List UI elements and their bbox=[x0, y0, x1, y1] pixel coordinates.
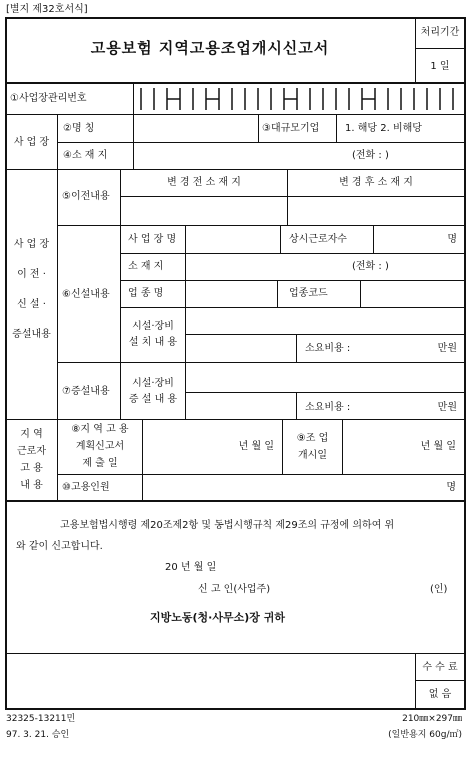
employer-phone-label[interactable]: (전화 : ) bbox=[352, 150, 389, 161]
fee-label: 수 수 료 bbox=[422, 662, 458, 673]
industry-name-field[interactable] bbox=[187, 281, 276, 306]
operation-start-date[interactable]: 년 월 일 bbox=[420, 441, 456, 452]
plan-submit-label-3: 제 출 일 bbox=[82, 458, 118, 469]
industry-code-field[interactable] bbox=[362, 281, 463, 306]
expand-cost-unit: 만원 bbox=[437, 402, 457, 413]
new-business-name-field[interactable] bbox=[187, 227, 279, 252]
before-address-field[interactable] bbox=[122, 198, 286, 224]
business-name-label: ②명 칭 bbox=[63, 123, 95, 134]
relocation-content-label: ⑤이전내용 bbox=[62, 191, 110, 202]
new-address-label: 소 재 지 bbox=[128, 261, 164, 272]
reporter-label: 신 고 인(사업주) bbox=[198, 584, 271, 595]
form-code: 32325-13211민 bbox=[6, 714, 76, 724]
facility-install-label-2: 설 치 내 용 bbox=[128, 337, 178, 348]
facility-install-field[interactable] bbox=[187, 308, 463, 333]
after-address-field[interactable] bbox=[289, 198, 463, 224]
processing-period-value: 1 일 bbox=[430, 61, 450, 72]
before-address-header: 변 경 전 소 재 지 bbox=[167, 177, 241, 188]
regional-section-label-2: 근로자 bbox=[17, 446, 46, 457]
expansion-label: ⑦증설내용 bbox=[62, 386, 110, 397]
regular-workers-label: 상시근로자수 bbox=[289, 234, 347, 245]
fee-value: 없 음 bbox=[428, 689, 452, 700]
regional-section-label-4: 내 용 bbox=[20, 480, 43, 491]
new-business-name-label: 사 업 장 명 bbox=[128, 234, 177, 245]
paper-size: 210㎜×297㎜ bbox=[402, 714, 462, 724]
employees-count-unit: 명 bbox=[446, 482, 456, 493]
approval-date: 97. 3. 21. 승인 bbox=[6, 730, 70, 740]
industry-name-label: 업 종 명 bbox=[128, 288, 164, 299]
regular-workers-unit: 명 bbox=[447, 234, 457, 245]
industry-code-label: 업종코드 bbox=[289, 288, 328, 299]
relocation-section-label-1: 사 업 장 bbox=[13, 239, 50, 250]
paper-type: (일반용지 60g/㎡) bbox=[388, 730, 462, 740]
employer-address-field[interactable] bbox=[135, 143, 345, 169]
addressee: 지방노동(청·사무소)장 귀하 bbox=[150, 611, 285, 624]
business-id-boxes[interactable] bbox=[137, 86, 463, 112]
employees-count-field[interactable] bbox=[144, 476, 444, 499]
large-company-label: ③대규모기업 bbox=[262, 123, 320, 134]
facility-expand-label-1: 시설·장비 bbox=[132, 378, 174, 389]
plan-submit-date[interactable]: 년 월 일 bbox=[238, 441, 274, 452]
large-company-options[interactable]: 1. 해당 2. 비해당 bbox=[345, 123, 422, 134]
declaration-date[interactable]: 20 년 월 일 bbox=[165, 562, 217, 573]
employer-section-label: 사 업 장 bbox=[13, 137, 50, 148]
relocation-section-label-3: 신 설 · bbox=[17, 299, 46, 310]
employees-count-label: ⑩고용인원 bbox=[62, 482, 110, 493]
regional-section-label-1: 지 역 bbox=[20, 429, 43, 440]
relocation-section-label-4: 증설내용 bbox=[12, 329, 51, 340]
new-cost-label: 소요비용 : bbox=[305, 343, 351, 354]
declaration-text-1: 고용보험법시행령 제20조제2항 및 동법시행규칙 제29조의 규정에 의하여 위 bbox=[60, 520, 395, 531]
regional-section-label-3: 고 용 bbox=[20, 463, 43, 474]
operation-start-label-2: 개시일 bbox=[298, 450, 327, 461]
facility-expand-field[interactable] bbox=[187, 364, 463, 391]
new-address-field[interactable] bbox=[187, 254, 337, 279]
employer-address-label: ④소 재 지 bbox=[63, 150, 108, 161]
business-id-label: ①사업장관리번호 bbox=[10, 93, 87, 104]
relocation-section-label-2: 이 전 · bbox=[17, 269, 46, 280]
after-address-header: 변 경 후 소 재 지 bbox=[339, 177, 413, 188]
expand-cost-label: 소요비용 : bbox=[305, 402, 351, 413]
new-phone-label[interactable]: (전화 : ) bbox=[352, 261, 389, 272]
new-establishment-label: ⑥신설내용 bbox=[62, 289, 110, 300]
operation-start-label-1: ⑨조 업 bbox=[296, 433, 329, 444]
plan-submit-label-2: 계획신고서 bbox=[75, 441, 125, 452]
declaration-text-2: 와 같이 신고합니다. bbox=[16, 541, 103, 552]
facility-install-label-1: 시설·장비 bbox=[132, 321, 174, 332]
new-cost-unit: 만원 bbox=[437, 343, 457, 354]
business-name-field[interactable] bbox=[135, 116, 257, 142]
form-number-label: [별지 제32호서식] bbox=[6, 4, 88, 15]
seal-mark: (인) bbox=[430, 584, 448, 595]
plan-submit-label-1: ⑧지 역 고 용 bbox=[71, 424, 129, 435]
facility-expand-label-2: 증 설 내 용 bbox=[128, 394, 178, 405]
form-title: 고용보험 지역고용조업개시신고서 bbox=[90, 39, 330, 57]
processing-period-label: 처리기간 bbox=[420, 27, 460, 38]
